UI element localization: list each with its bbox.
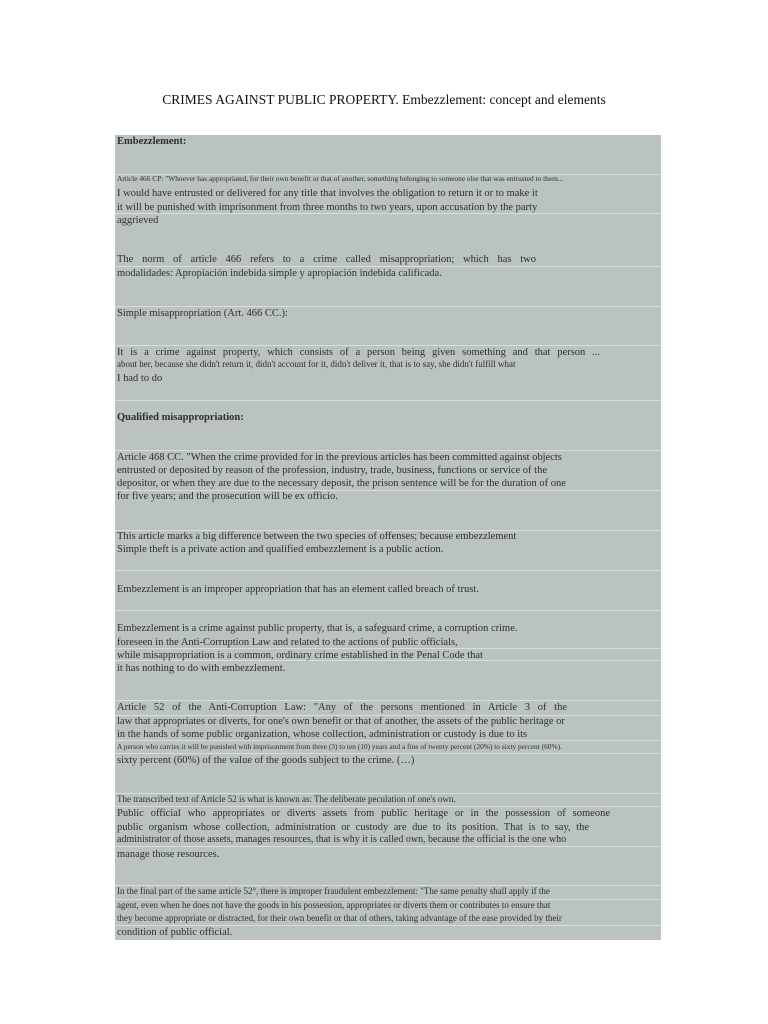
text-line: agent, even when he does not have the goods in his possession, appropriates or diverts them or contributes to ensure that: [117, 900, 551, 910]
text-line: The norm of article 466 refers to a crime called misappropriation; which has two: [117, 254, 536, 265]
section-heading-qualified-misappropriation: Qualified misappropriation:: [117, 412, 244, 423]
text-line: Embezzlement is an improper appropriation that has an element called breach of trust.: [117, 584, 479, 595]
text-line: while misappropriation is a common, ordinary crime established in the Penal Code that: [117, 650, 483, 661]
text-line: aggrieved: [117, 215, 159, 226]
text-line: public organism whose collection, administration or custody are due to its position. That is to say, the: [117, 822, 589, 833]
text-line: Article 468 CC. "When the crime provided for in the previous articles has been committed against objects: [117, 452, 562, 463]
text-line: A person who carries it will be punished with imprisonment from three (3) to ten (10) years and a fine of twenty percent (20%) to sixty percent (60%).: [117, 742, 562, 751]
text-line: law that appropriates or diverts, for one's own benefit or that of another, the assets of the public heritage or: [117, 716, 565, 727]
text-line: The transcribed text of Article 52 is what is known as: The deliberate peculation of one's own.: [117, 794, 456, 804]
text-line: Article 52 of the Anti-Corruption Law: "Any of the persons mentioned in Article 3 of the: [117, 702, 567, 713]
text-line: I would have entrusted or delivered for any title that involves the obligation to return it or to make it: [117, 188, 538, 199]
text-line: This article marks a big difference between the two species of offenses; because embezzlement: [117, 531, 517, 542]
text-line: Public official who appropriates or diverts assets from public heritage or in the possession of someone: [117, 808, 610, 819]
row-divider: [115, 400, 661, 401]
text-line: condition of public official.: [117, 927, 233, 938]
text-line: It is a crime against property, which consists of a person being given something and that person ...: [117, 347, 600, 358]
text-line: Article 466 CP: "Whoever has appropriated, for their own benefit or that of another, something belonging to someone else that was entrusted to them...: [117, 174, 564, 183]
text-line: they become appropriate or distracted, for their own benefit or that of others, taking advantage of the ease provided by their: [117, 913, 562, 923]
text-line: manage those resources.: [117, 849, 220, 860]
text-line: modalidades: Apropiación indebida simple y apropiación indebida calificada.: [117, 268, 442, 279]
row-divider: [115, 570, 661, 571]
text-line: depositor, or when they are due to the necessary deposit, the prison sentence will be for the duration of one: [117, 478, 566, 489]
text-line: Simple theft is a private action and qualified embezzlement is a public action.: [117, 544, 444, 555]
text-line: In the final part of the same article 52°, there is improper fraudulent embezzlement: "The same penalty shall apply if the: [117, 886, 550, 896]
text-line: foreseen in the Anti-Corruption Law and related to the actions of public officials,: [117, 637, 458, 648]
text-line: it will be punished with imprisonment from three months to two years, upon accusation by the party: [117, 202, 538, 213]
subheading-simple-misappropriation: Simple misappropriation (Art. 466 CC.):: [117, 308, 288, 319]
page-title: CRIMES AGAINST PUBLIC PROPERTY. Embezzlement: concept and elements: [162, 92, 606, 107]
text-line: I had to do: [117, 373, 163, 384]
text-line: sixty percent (60%) of the value of the goods subject to the crime. (…): [117, 755, 415, 766]
text-line: Embezzlement is a crime against public property, that is, a safeguard crime, a corruption crime.: [117, 623, 518, 634]
row-divider: [115, 610, 661, 611]
text-line: entrusted or deposited by reason of the profession, industry, trade, business, functions or service of the: [117, 465, 548, 476]
text-line: in the hands of some public organization, whose collection, administration or custody is due to its: [117, 729, 528, 740]
text-line: administrator of those assets, manages resources, that is why it is called own, because the official is the one who: [117, 834, 567, 845]
text-line: about her, because she didn't return it, didn't account for it, didn't deliver it, that is to say, she didn't fulfill what: [117, 359, 516, 369]
section-heading-embezzlement: Embezzlement:: [117, 136, 187, 147]
text-line: it has nothing to do with embezzlement.: [117, 663, 286, 674]
text-line: for five years; and the prosecution will be ex officio.: [117, 491, 338, 502]
row-divider: [115, 846, 661, 847]
